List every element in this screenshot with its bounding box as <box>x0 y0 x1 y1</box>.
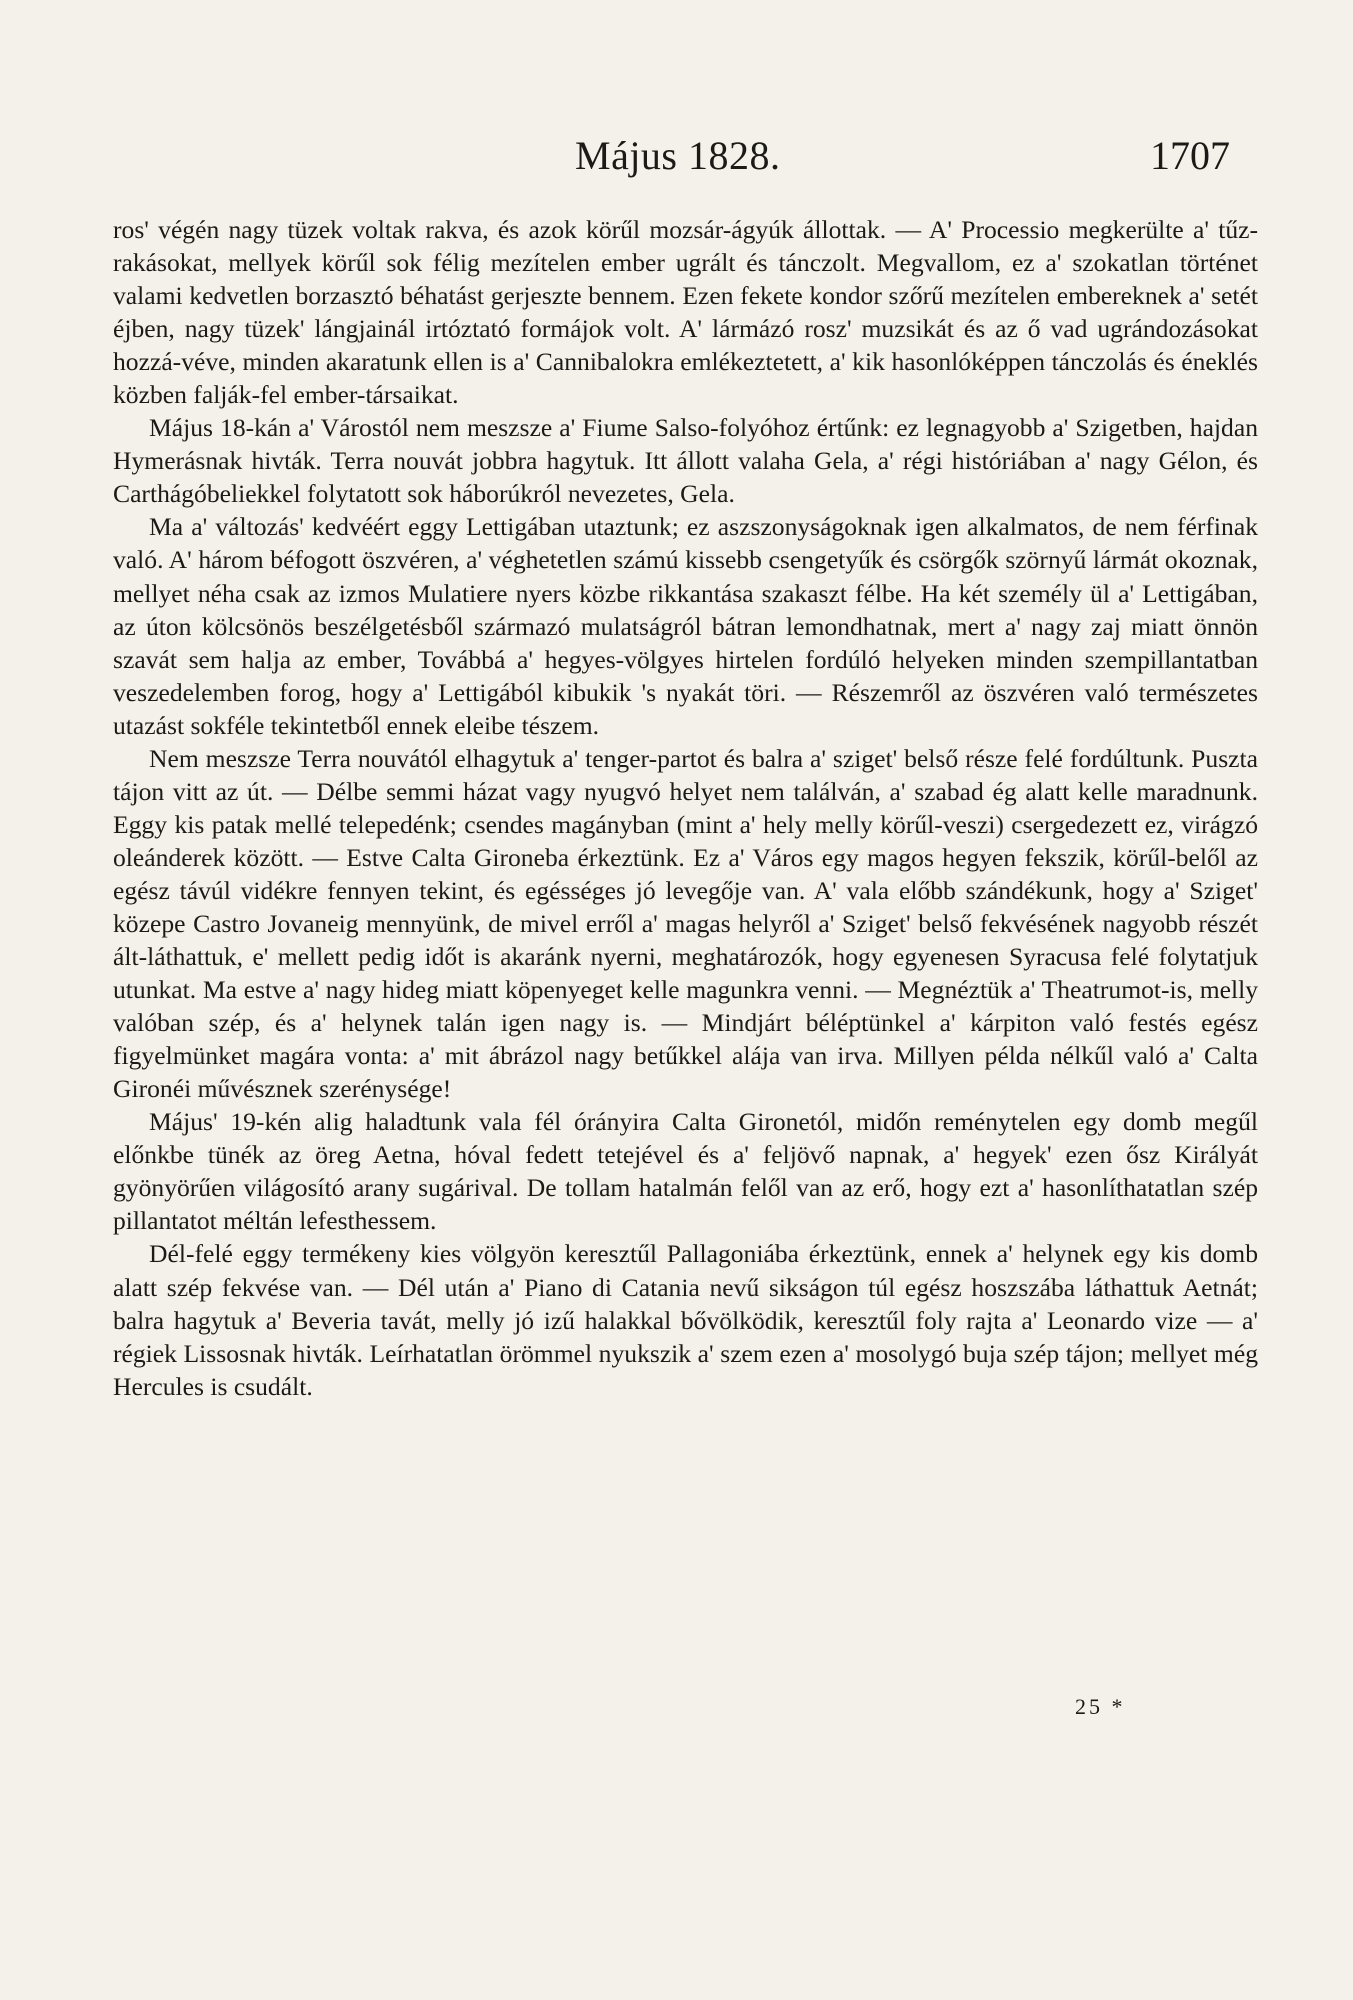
running-title: Május 1828. <box>575 133 781 178</box>
paragraph-5: Május' 19-kén alig haladtunk vala fél órányira Calta Gironetól, midőn reménytelen egy domb megűl előnkbe tünék az öreg Aetna, hóval fedett tetejével és a' feljövő napnak, a' hegyek' ezen ősz Királyát gyönyörűen világosító arany sugárival. De tollam hatalmán felől van az erő, hogy ezt a' hasonlíthatatlan szép pillantatot méltán lefesthessem. <box>113 1107 1258 1236</box>
paragraph-1: ros' végén nagy tüzek voltak rakva, és azok körűl mozsár-ágyúk állottak. — A' Processio megkerülte a' tűz-rakásokat, mellyek körűl sok félig mezítelen ember ugrált és tánczolt. Megvallom, ez a' szokatlan történet valami kedvetlen borzasztó béhatást gerjeszte bennem. Ezen fekete kondor szőrű mezítelen embereknek a' setét éjben, nagy tüzek' lángjainál irtóztató formájok volt. A' lármázó rosz' muzsikát és az ő vad ugrándozásokat hozzá-véve, minden akaratunk ellen is a' Cannibalokra emlékeztetett, a' kik hasonlóképpen tánczolás és éneklés közben falják-fel ember-társaikat. <box>113 215 1258 410</box>
body-text <box>113 213 1258 1403</box>
page-number: 1707 <box>1150 133 1230 178</box>
signature-mark: 25 * <box>1075 1694 1126 1719</box>
paragraph-6: Dél-felé eggy termékeny kies völgyön keresztűl Pallagoniába érkeztünk, ennek a' helynek egy kis domb alatt szép fekvése van. — Dél után a' Piano di Catania nevű sikságon túl egész hoszszába láthattuk Aetnát; balra hagytuk a' Beveria tavát, melly jó izű halakkal bővölködik, keresztűl foly rajta a' Leonardo vize — a' régiek Lissosnak hivták. Leírhatatlan örömmel nyukszik a' szem ezen a' mosolygó buja szép tájon; mellyet még Hercules is csudált. <box>113 1239 1258 1401</box>
paragraph-2: Május 18-kán a' Várostól nem meszsze a' Fiume Salso-folyóhoz értűnk: ez legnagyobb a' Szigetben, hajdan Hymerásnak hivták. Terra nouvát jobbra hagytuk. Itt állott valaha Gela, a' régi históriában a' nagy Gélon, és Carthágóbeliekkel folytatott sok háborúkról nevezetes, Gela. <box>113 413 1258 509</box>
running-header <box>0 132 1353 192</box>
paragraph-4: Nem meszsze Terra nouvától elhagytuk a' tenger-partot és balra a' sziget' belső része felé fordúltunk. Puszta tájon vitt az út. — Délbe semmi házat vagy nyugvó helyet nem találván, a' szabad ég alatt kelle maradnunk. Eggy kis patak mellé telepedénk; csendes magányban (mint a' hely melly körűl-veszi) csergedezett ez, virágzó oleánderek között. — Estve Calta Gironeba érkeztünk. Ez a' Város egy magos hegyen fekszik, körűl-belől az egész távúl vidékre fennyen tekint, és egésséges jó levegője van. A' vala előbb szándékunk, hogy a' Sziget' közepe Castro Jovaneig mennyünk, de mivel erről a' magas helyről a' Sziget' belső fekvésének nagyobb részét ált-láthattuk, e' mellett pedig időt is akaránk nyerni, meghatározók, hogy egyenesen Syracusa felé folytatjuk utunkat. Ma estve a' nagy hideg miatt köpenyeget kelle magunkra venni. — Megnéztük a' Theatrumot-is, melly valóban szép, és a' helynek talán igen nagy is. — Mindjárt béléptünkel a' kárpiton való festés egész figyelmünket magára vonta: a' mit ábrázol nagy betűkkel alája van irva. Millyen példa nélkűl való a' Calta Gironéi művésznek szerénysége! <box>113 743 1258 1104</box>
paragraph-3: Ma a' változás' kedvéért eggy Lettigában utaztunk; ez aszszonyságoknak igen alkalmatos, de nem férfinak való. A' három béfogott öszvéren, a' véghetetlen számú kissebb csengetyűk és csörgők szörnyű lármát okoznak, mellyet néha csak az izmos Mulatiere nyers közbe rikkantása szakaszt félbe. Ha két személy ül a' Lettigában, az úton kölcsönös beszélgetésből származó mulatságról bátran lemondhatnak, mert a' nagy zaj miatt önnön szavát sem halja az ember, Továbbá a' hegyes-völgyes hirtelen fordúló helyeken minden szempillantatban veszedelemben forog, hogy a' Lettigából kibukik 's nyakát töri. — Részemről az öszvéren való természetes utazást sokféle tekintetből ennek eleibe tészem. <box>113 512 1258 740</box>
